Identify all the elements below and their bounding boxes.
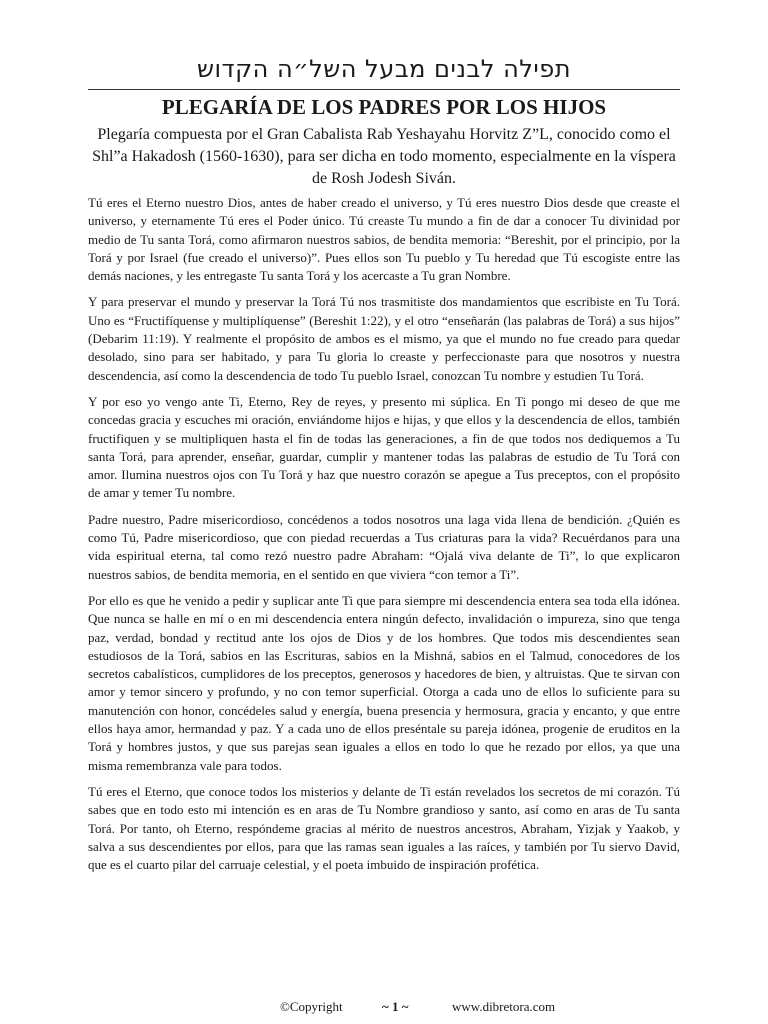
paragraph: Padre nuestro, Padre misericordioso, concédenos a todos nosotros una laga vida llena de bendición. ¿Quién es como Tú, Padre misericordioso, que con piedad recuerdas a Tus criaturas para la vida? Recuérdanos para una vida espiritual eterna, tal como rezó nuestro padre Abraham: “Ojalá viva delante de Ti”, lo que explicaron nuestros sabios, de bendita memoria, en el sentido en que viviera “con temor a Ti”. (88, 511, 680, 582)
paragraph: Y por eso yo vengo ante Ti, Eterno, Rey de reyes, y presento mi súplica. En Ti pongo mi deseo de que me concedas gracia y escuches mi oración, enviándome hijos e hijas, y que ellos y la descendencia de ellos, también fructifiquen y se multipliquen hasta el fin de todas las generaciones, a fin de que todos nos dediquemos a Tu santa Torá, para aprender, enseñar, guardar, cumplir y mantener todas las palabras de estudio de Tu Torá con amor. Ilumina nuestros ojos con Tu Torá y haz que nuestro corazón se apegue a Tus preceptos, con el propósito de amar y temer Tu nombre. (88, 393, 680, 501)
website-link[interactable]: www.dibretora.com (452, 999, 556, 1014)
paragraph: Por ello es que he venido a pedir y suplicar ante Ti que para siempre mi descendencia entera sea toda ella idónea. Que nunca se halle en mí o en mi descendencia entera ningún defecto, invalidación o impureza, sino que tenga paz, verdad, bondad y rectitud ante los ojos de Dios y de los hombres. Que todos mis descendientes sean estudiosos de la Torá, sabios en las Escrituras, sabios en la Mishná, sabios en el Talmud, conocedores de los secretos cabalísticos, cumplidores de los preceptos, generosos y hacedores de bien, y altruistas. Que te sirvan con amor y temor sincero y profundo, y no con temor superficial. Otorga a cada uno de ellos lo suficiente para su manutención con honor, concédeles salud y energía, buena presencia y hermosura, gracia y encanto, y que entre ellos haya amor, hermandad y paz. Y a cada uno de ellos preséntale su pareja idónea, progenie de eruditos en la Torá y hombres justos, y que sus parejas sean iguales a ellos en todo lo que he rezado por ellos, ya que una misma remembranza vale para todos. (88, 592, 680, 773)
paragraph: Tú eres el Eterno, que conoce todos los misterios y delante de Ti están revelados los secretos de mi corazón. Tú sabes que en todo esto mi intención es en aras de Tu Nombre grandioso y santo, así como en aras de Tu santa Torá. Por tanto, oh Eterno, respóndeme gracias al mérito de nuestros ancestros, Abraham, Yizjak y Yaakob, y salva a sus descendientes por ellos, para que las ramas sean iguales a las raíces, y también por Tu siervo David, que es el cuarto pilar del carruaje celestial, y el poeta imbuido de inspiración profética. (88, 783, 680, 873)
copyright-notice: ©Copyright (280, 999, 343, 1014)
title-divider (88, 89, 680, 90)
page-title: PLEGARÍA DE LOS PADRES POR LOS HIJOS (161, 95, 607, 119)
paragraph: Y para preservar el mundo y preservar la Torá Tú nos trasmitiste dos mandamientos que escribiste en Tu Torá. Uno es “Fructifíquense y multiplíquense” (Bereshit 1:22), y el otro “enseñarán (las palabras de Torá) a sus hijos” (Debarim 11:19). Y realmente el propósito de ambos es el mismo, ya que el mundo no fue creado para quedar desolado, sino para ser habitado, y para Tu gloria lo creaste y perfeccionaste para que nosotros y nuestra descendencia, así como la descendencia de todo Tu pueblo Israel, conozcan Tu nombre y estudien Tu Torá. (88, 294, 680, 383)
paragraph: Tú eres el Eterno nuestro Dios, antes de haber creado el universo, y Tú eres nuestro Dios desde que creaste el universo, y eternamente Tú eres el Poder único. Tú creaste Tu mundo a fin de dar a conocer Tu divinidad por medio de Tu santa Torá, como afirmaron nuestros sabios, de bendita memoria: “Bereshit, por el principio, por la Torá y por Israel (fue creado el universo)”. Pues ellos son Tu pueblo y Tu heredad que Tú escogiste entre las demás naciones, y les entregaste Tu santa Torá y los acercaste a Tu gran Nombre. (88, 195, 680, 284)
page-subtitle: Plegaría compuesta por el Gran Cabalista Rab Yeshayahu Horvitz Z”L, conocido como el Shl”a Hakadosh (1560-1630), para ser dicha en todo momento, especialmente en la víspera de Rosh Jodesh Siván. (92, 126, 676, 187)
page-number: ~ 1 ~ (382, 999, 409, 1014)
hebrew-title: תפילה לבנים מבעל השל״ה הקדוש (196, 55, 572, 83)
prayer-body (88, 194, 680, 882)
